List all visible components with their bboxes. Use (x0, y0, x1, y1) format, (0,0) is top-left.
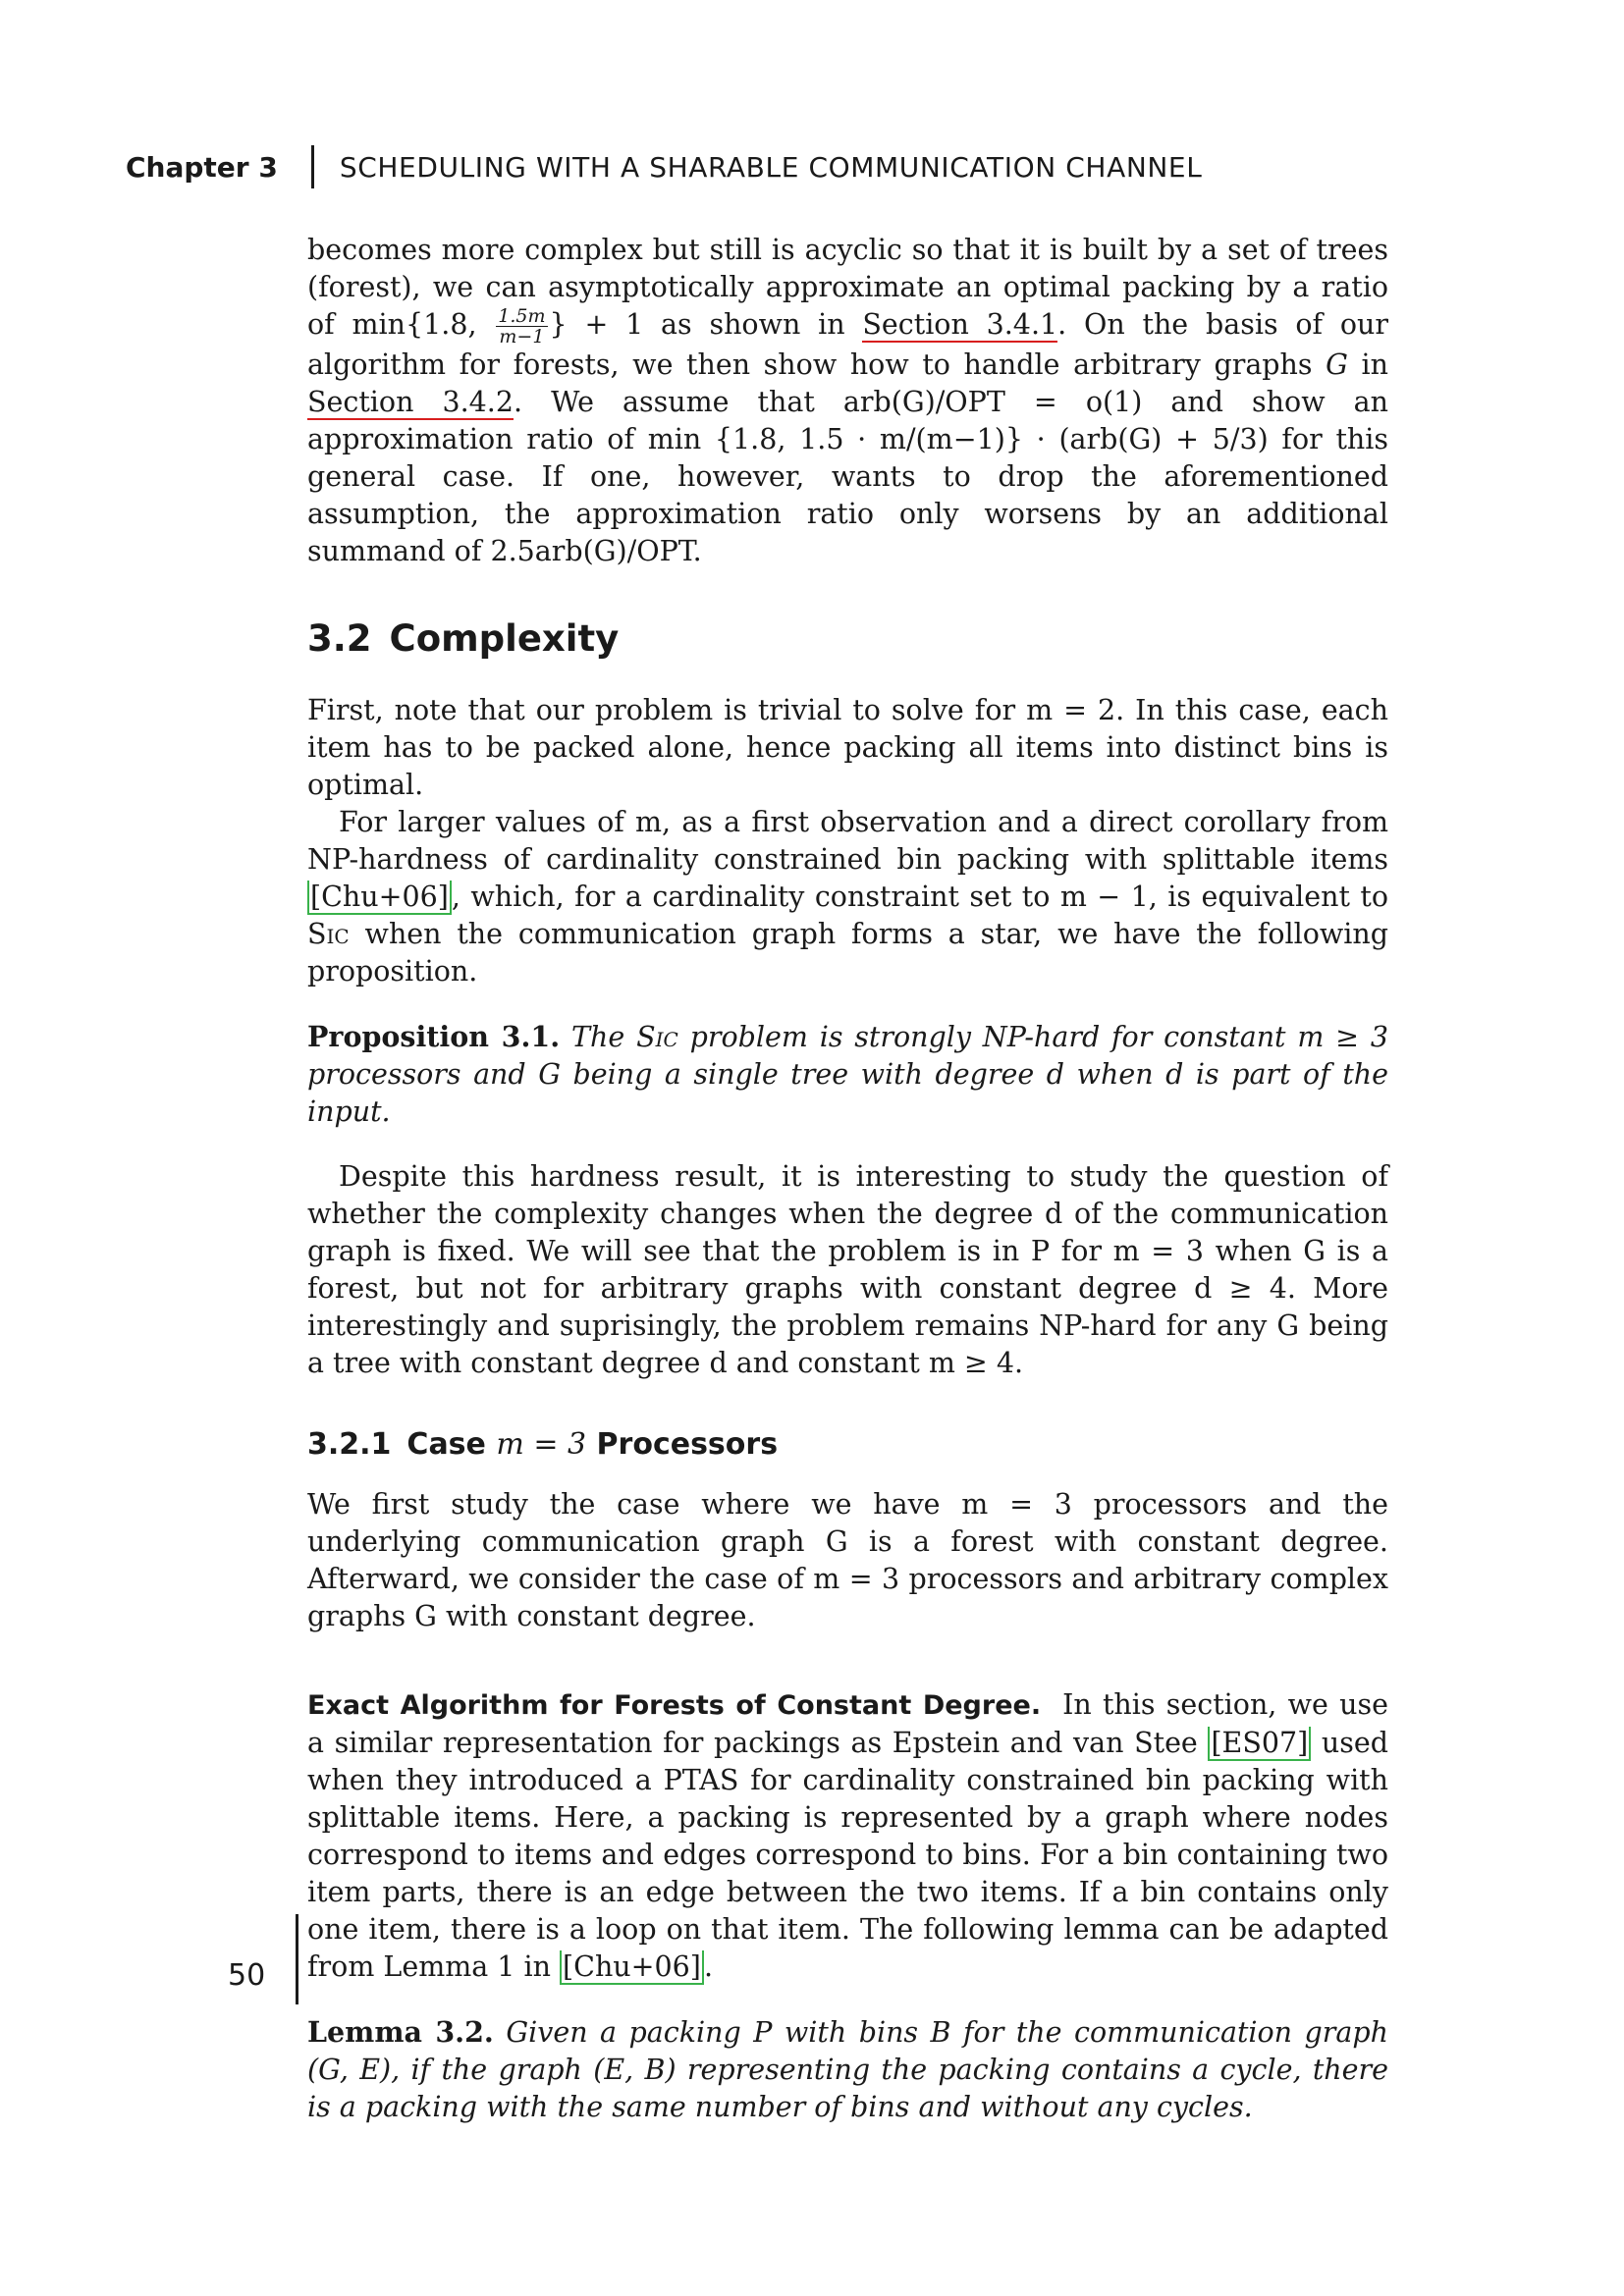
lemma-3-2 (307, 2013, 1388, 2126)
section-3-4-2-link[interactable]: Section 3.4.2 (307, 386, 514, 418)
lemma-label: Lemma 3.2. (307, 2015, 494, 2049)
citation-chu06-link-2[interactable]: [Chu+06] (560, 1950, 704, 1985)
subsection-math: m = 3 (496, 1427, 587, 1462)
citation-chu06-link[interactable]: [Chu+06] (307, 881, 452, 915)
section-title: Complexity (389, 617, 620, 660)
proposition-label: Proposition 3.1. (307, 1020, 561, 1053)
case-paragraph: We first study the case where we have m = 3 processors and the underlying communication graph G is a forest with constant degree. Afterward, we consider the case of m = 3 processors and arbitrary complex graphs G with constant degree. (307, 1488, 1388, 1632)
lemma-body: Given a packing P with bins B for the communication graph (G, E), if the graph (E, B) representing the packing contains a cycle, there is a packing with the same number of bins and without any cycles. (307, 2016, 1388, 2123)
complexity-paragraph-1: First, note that our problem is trivial to solve for m = 2. In this case, each item has to be packed alone, hence packing all items into distinct bins is optimal. (307, 694, 1388, 801)
section-heading (307, 615, 1388, 663)
subsection-heading: 3.2.1 Case m = 3 Processors (307, 1427, 779, 1462)
proposition-3-1 (307, 1018, 1388, 1131)
page-number: 50 (228, 1958, 266, 1993)
sic-name: Sic (307, 918, 350, 950)
chapter-label: Chapter 3 (126, 150, 278, 184)
complexity-paragraph-2: For larger values of m, as a first observation and a direct corollary from NP-hardness of cardinality constrained bin packing with splittable items [Chu+06] , which, for a cardinality constraint set to m − 1, is equivalent to Sic when the communication graph forms a star, we have the following proposition. (307, 806, 1388, 988)
running-header (126, 145, 1402, 188)
fraction-denominator: m−1 (499, 326, 545, 347)
section-number: 3.2 (307, 617, 372, 660)
subsection-number: 3.2.1 (307, 1427, 392, 1462)
footer-divider (296, 1914, 298, 2004)
exact-algorithm-paragraph: Exact Algorithm for Forests of Constant Degree. In this section, we use a similar representation for packings as Epstein and van Stee [ES07] used when they introduced a PTAS for cardinality constrained bin packing with splittable items. Here, a packing is represented by a graph where nodes correspond to items and edges correspond to bins. For a bin containing two item parts, there is an edge between the two items. If a bin contains only one item, there is a loop on that item. The following lemma can be adapted from Lemma 1 in [Chu+06] . (307, 1688, 1388, 1983)
header-divider (311, 145, 314, 188)
var-g: G (1326, 348, 1348, 381)
intro-paragraph: becomes more complex but still is acyclic so that it is built by a set of trees (forest), we can asymptotically approximate an optimal packing by a ratio of min{1.8, $\frac{1.5m}{m-1}$ } + 1 as shown in Section 3.4.1. On the basis of our algorithm for forests, we then show how to handle arbitrary graphs G in Section 3.4.2. We assume that arb(G)/OPT = o(1) and show an approximation ratio of min {1.8, 1.5 · m/(m−1)} · (arb(G) + 5/3) for this general case. If one, however, wants to drop the aforementioned assumption, the approximation ratio only worsens by an additional summand of 2.5arb(G)/OPT. (307, 234, 1388, 567)
fraction (496, 306, 547, 347)
paragraph-heading: Exact Algorithm for Forests of Constant Degree. (307, 1690, 1042, 1721)
section-3-4-1-link[interactable]: Section 3.4.1 (862, 308, 1058, 341)
chapter-title: SCHEDULING WITH A SHARABLE COMMUNICATION CHANNEL (339, 150, 1203, 184)
fraction-numerator: 1.5m (498, 305, 546, 327)
page-body (307, 232, 1388, 2126)
hardness-paragraph: Despite this hardness result, it is interesting to study the question of whether the complexity changes when the degree d of the communication graph is fixed. We will see that the problem is in P for m = 3 when G is a forest, but not for arbitrary graphs with constant degree d ≥ 4. More interestingly and suprisingly, the problem remains NP-hard for any G being a tree with constant degree d and constant m ≥ 4. (307, 1160, 1388, 1379)
citation-es07-link[interactable]: [ES07] (1208, 1727, 1311, 1761)
proposition-body: The Sic problem is strongly NP-hard for constant m ≥ 3 processors and G being a single tree with degree d when d is part of the input. (307, 1021, 1389, 1128)
